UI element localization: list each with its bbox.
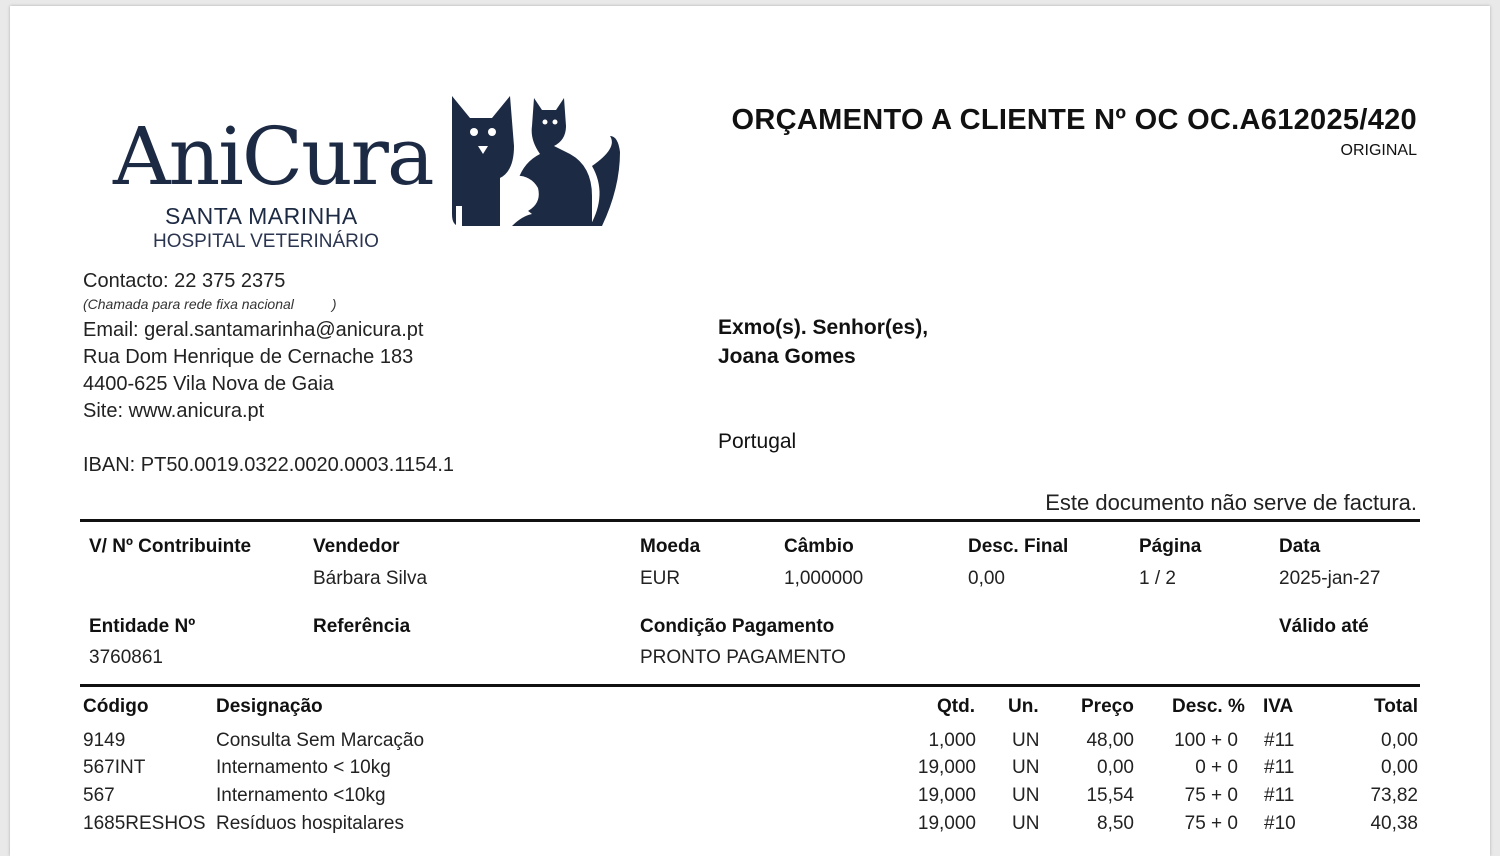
pagina-label: Página	[1139, 536, 1202, 557]
cell-preco: 15,54	[1086, 785, 1134, 806]
condicao-value: PRONTO PAGAMENTO	[640, 647, 846, 668]
cell-un: UN	[1012, 813, 1040, 834]
contribuinte-label: V/ Nº Contribuinte	[89, 536, 252, 557]
logo-brand: AniCura	[113, 110, 433, 203]
moeda-value: EUR	[640, 568, 681, 589]
document-title: ORÇAMENTO A CLIENTE Nº OC OC.A612025/420	[731, 104, 1417, 136]
cell-qtd: 19,000	[917, 785, 976, 806]
cell-qtd: 19,000	[917, 757, 976, 778]
cell-iva: #10	[1264, 813, 1296, 834]
phone-note-text: (Chamada para rede fixa nacional	[83, 296, 294, 312]
recipient-name: Joana Gomes	[718, 345, 856, 368]
phone-note-close: )	[331, 296, 337, 312]
entidade-value: 3760861	[89, 647, 163, 668]
data-value: 2025-jan-27	[1279, 568, 1381, 589]
cell-total: 0,00	[1381, 757, 1418, 778]
cell-desc: 75 + 0	[1184, 813, 1238, 834]
col-iva: IVA	[1263, 696, 1294, 717]
company-iban: IBAN: PT50.0019.0322.0020.0003.1154.1	[83, 454, 455, 476]
cell-qtd: 19,000	[917, 813, 976, 834]
cell-preco: 48,00	[1086, 730, 1134, 751]
recipient-salutation: Exmo(s). Senhor(es),	[718, 316, 929, 339]
recipient-country: Portugal	[718, 430, 797, 453]
company-email: Email: geral.santamarinha@anicura.pt	[83, 319, 424, 341]
divider-table	[80, 684, 1420, 687]
logo-tagline: HOSPITAL VETERINÁRIO	[153, 231, 379, 252]
company-site: Site: www.anicura.pt	[83, 400, 265, 422]
company-city: 4400-625 Vila Nova de Gaia	[83, 373, 334, 395]
cell-designacao: Consulta Sem Marcação	[216, 730, 425, 751]
col-codigo: Código	[83, 696, 149, 717]
cell-codigo: 1685RESHOS	[83, 813, 206, 834]
cell-total: 73,82	[1370, 785, 1418, 806]
entidade-label: Entidade Nº	[89, 616, 196, 637]
cell-designacao: Resíduos hospitalares	[216, 813, 404, 834]
col-un: Un.	[1008, 696, 1039, 717]
cell-desc: 0 + 0	[1195, 757, 1238, 778]
col-total: Total	[1374, 696, 1418, 717]
document-page	[10, 6, 1490, 856]
cell-total: 0,00	[1381, 730, 1418, 751]
col-qtd: Qtd.	[937, 696, 975, 717]
desc-final-value: 0,00	[968, 568, 1005, 589]
cell-desc: 75 + 0	[1184, 785, 1238, 806]
cats-logo-icon	[442, 96, 622, 236]
cell-designacao: Internamento <10kg	[216, 785, 386, 806]
vendedor-label: Vendedor	[313, 536, 400, 557]
cell-qtd: 1,000	[928, 730, 976, 751]
company-street: Rua Dom Henrique de Cernache 183	[83, 346, 414, 368]
vendedor-value: Bárbara Silva	[313, 568, 428, 589]
cell-un: UN	[1012, 730, 1040, 751]
company-phone: Contacto: 22 375 2375	[83, 270, 286, 292]
cell-total: 40,38	[1370, 813, 1418, 834]
cell-iva: #11	[1264, 757, 1295, 778]
document-copy-type: ORIGINAL	[1340, 142, 1417, 159]
phone-note	[83, 296, 337, 312]
cell-preco: 0,00	[1097, 757, 1134, 778]
cambio-label: Câmbio	[784, 536, 854, 557]
col-desc: Desc. %	[1172, 696, 1245, 717]
logo-subtitle: SANTA MARINHA	[165, 203, 358, 229]
cell-iva: #11	[1264, 785, 1295, 806]
cell-desc: 100 + 0	[1174, 730, 1238, 751]
cell-designacao: Internamento < 10kg	[216, 757, 391, 778]
data-label: Data	[1279, 536, 1321, 557]
cell-preco: 8,50	[1097, 813, 1134, 834]
cell-codigo: 567INT	[83, 757, 146, 778]
moeda-label: Moeda	[640, 536, 701, 557]
cell-un: UN	[1012, 757, 1040, 778]
col-designacao: Designação	[216, 696, 323, 717]
desc-final-label: Desc. Final	[968, 536, 1069, 557]
cambio-value: 1,000000	[784, 568, 864, 589]
cell-un: UN	[1012, 785, 1040, 806]
disclaimer: Este documento não serve de factura.	[1045, 490, 1417, 515]
cell-codigo: 567	[83, 785, 115, 806]
cell-codigo: 9149	[83, 730, 126, 751]
col-preco: Preço	[1081, 696, 1134, 717]
condicao-label: Condição Pagamento	[640, 616, 835, 637]
cell-iva: #11	[1264, 730, 1295, 751]
referencia-label: Referência	[313, 616, 411, 637]
pagina-value: 1 / 2	[1139, 568, 1176, 589]
divider-top	[80, 519, 1420, 522]
valido-label: Válido até	[1279, 616, 1369, 637]
